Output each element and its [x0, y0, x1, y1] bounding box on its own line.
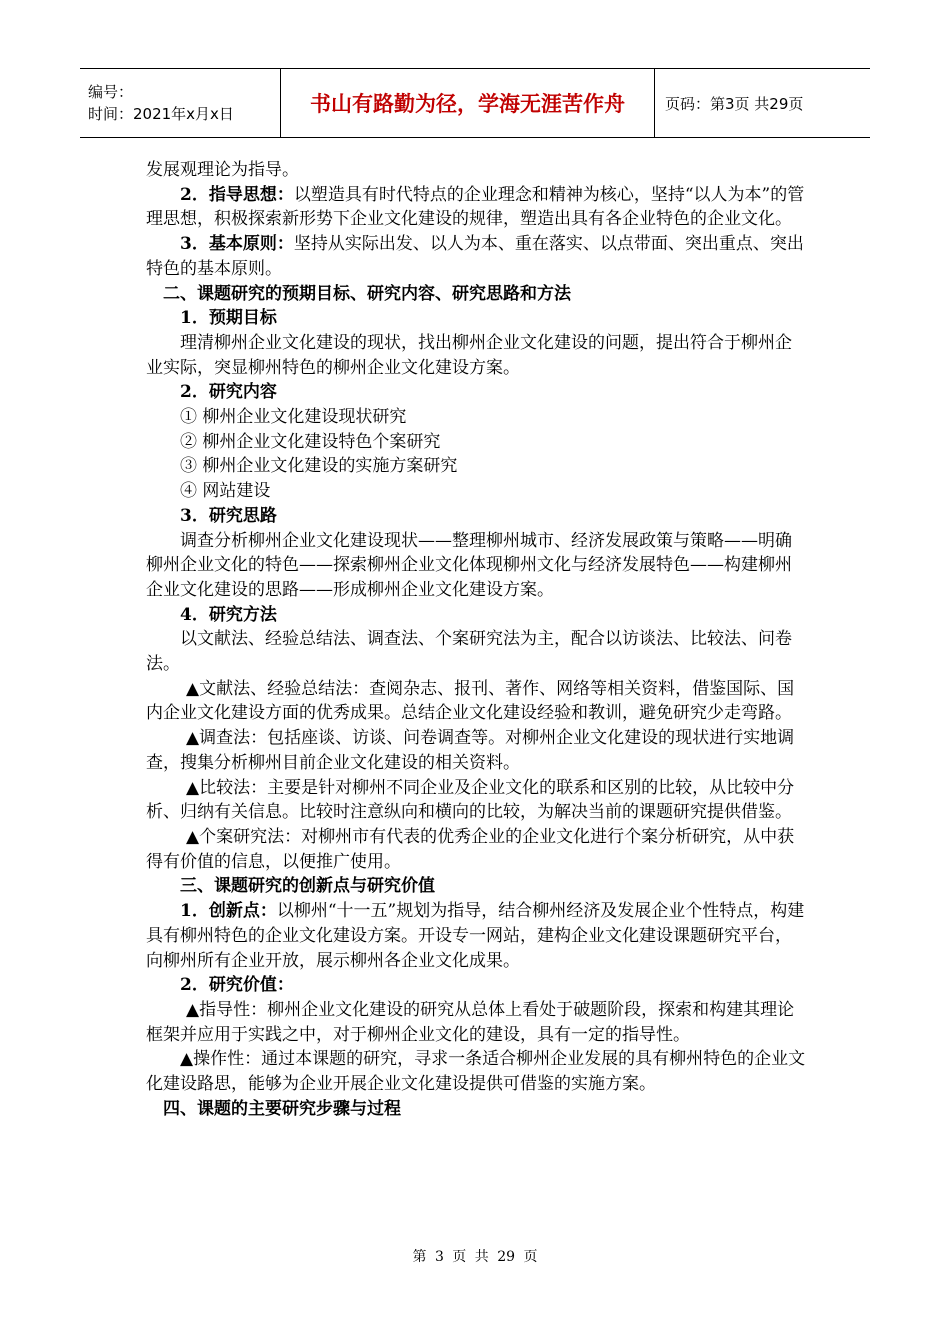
- item-text: 以柳州“十一五”规划为指导，结合柳州经济及发展企业个性特点，构建具有柳州特色的企业文化建设方案。开设专一网站，建构企业文化建设课题研究平台，向柳州所有企业开放，展示柳州各企业文化成果。: [146, 901, 805, 971]
- time-label: 时间：2021年x月x日: [88, 105, 234, 123]
- item-number: 2．指导思想：: [180, 184, 294, 205]
- item-text: 以塑造具有时代特点的企业理念和精神为核心，坚持“以人为本”的管理思想，积极探索新形势下企业文化建设的规律，塑造出具有各企业特色的企业文化。: [146, 184, 805, 230]
- paragraph: ▲文献法、经验总结法：查阅杂志、报刊、著作、网络等相关资料，借鉴国际、国内企业文化建设方面的优秀成果。总结企业文化建设经验和教训，避免研究少走弯路。: [146, 678, 795, 724]
- paragraph: [146, 899, 806, 973]
- number-label: 编号：: [88, 83, 134, 101]
- header-page-code: 页码：第3页 共29页: [665, 94, 804, 113]
- paragraph: ▲调查法：包括座谈、访谈、问卷调查等。对柳州企业文化建设的现状进行实地调查，搜集分析柳州目前企业文化建设的相关资料。: [146, 728, 795, 773]
- section-heading: 三、课题研究的创新点与研究价值: [180, 876, 435, 897]
- subsection-heading: 2．研究内容: [180, 382, 277, 403]
- item-number: 1．创新点：: [180, 901, 277, 922]
- item-text: 坚持从实际出发、以人为本、重在落实、以点带面、突出重点、突出特色的基本原则。: [146, 234, 804, 279]
- subsection-heading: 1．预期目标: [180, 308, 277, 329]
- paragraph: ▲指导性：柳州企业文化建设的研究从总体上看处于破题阶段，探索和构建其理论框架并应用于实践之中，对于柳州企业文化的建设，具有一定的指导性。: [146, 999, 795, 1045]
- header-left: [80, 69, 280, 137]
- subsection-heading: 4．研究方法: [180, 604, 277, 625]
- list-item: ① 柳州企业文化建设现状研究: [180, 407, 407, 428]
- section-heading: 二、课题研究的预期目标、研究内容、研究思路和方法: [163, 283, 571, 304]
- paragraph: ▲操作性：通过本课题的研究，寻求一条适合柳州企业发展的具有柳州特色的企业文化建设路思，能够为企业开展企业文化建设提供可借鉴的实施方案。: [146, 1049, 806, 1095]
- paragraph: ▲个案研究法：对柳州市有代表的优秀企业的企业文化进行个案分析研究，从中获得有价值的信息，以便推广使用。: [146, 826, 795, 872]
- paragraph: 理清柳州企业文化建设的现状，找出柳州企业文化建设的问题，提出符合于柳州企业实际，突显柳州特色的柳州企业文化建设方案。: [146, 332, 792, 378]
- page-footer: 第 3 页 共 29 页: [412, 1249, 538, 1265]
- list-item: ④ 网站建设: [180, 481, 271, 502]
- list-item: ② 柳州企业文化建设特色个案研究: [180, 431, 441, 452]
- subsection-heading: 2．研究价值：: [180, 975, 294, 996]
- item-number: 3．基本原则：: [180, 234, 294, 255]
- page-header: [80, 68, 870, 138]
- header-motto: 书山有路勤为径，学海无涯苦作舟: [280, 69, 655, 137]
- list-item: ③ 柳州企业文化建设的实施方案研究: [180, 456, 458, 477]
- section-heading: 四、课题的主要研究步骤与过程: [163, 1098, 401, 1119]
- paragraph: [146, 232, 806, 281]
- document-body: [146, 158, 806, 1121]
- paragraph: 调查分析柳州企业文化建设现状——整理柳州城市、经济发展政策与策略——明确柳州企业文化的特色——探索柳州企业文化体现柳州文化与经济发展特色——构建柳州企业文化建设的思路——形成柳州企业文化建设方案。: [146, 530, 792, 600]
- subsection-heading: 3．研究思路: [180, 505, 277, 526]
- paragraph: [146, 183, 806, 232]
- paragraph: 发展观理论为指导。: [146, 160, 299, 180]
- paragraph: 以文献法、经验总结法、调查法、个案研究法为主，配合以访谈法、比较法、问卷法。: [146, 629, 792, 675]
- paragraph: ▲比较法：主要是针对柳州不同企业及企业文化的联系和区别的比较，从比较中分析、归纳有关信息。比较时注意纵向和横向的比较，为解决当前的课题研究提供借鉴。: [146, 777, 795, 823]
